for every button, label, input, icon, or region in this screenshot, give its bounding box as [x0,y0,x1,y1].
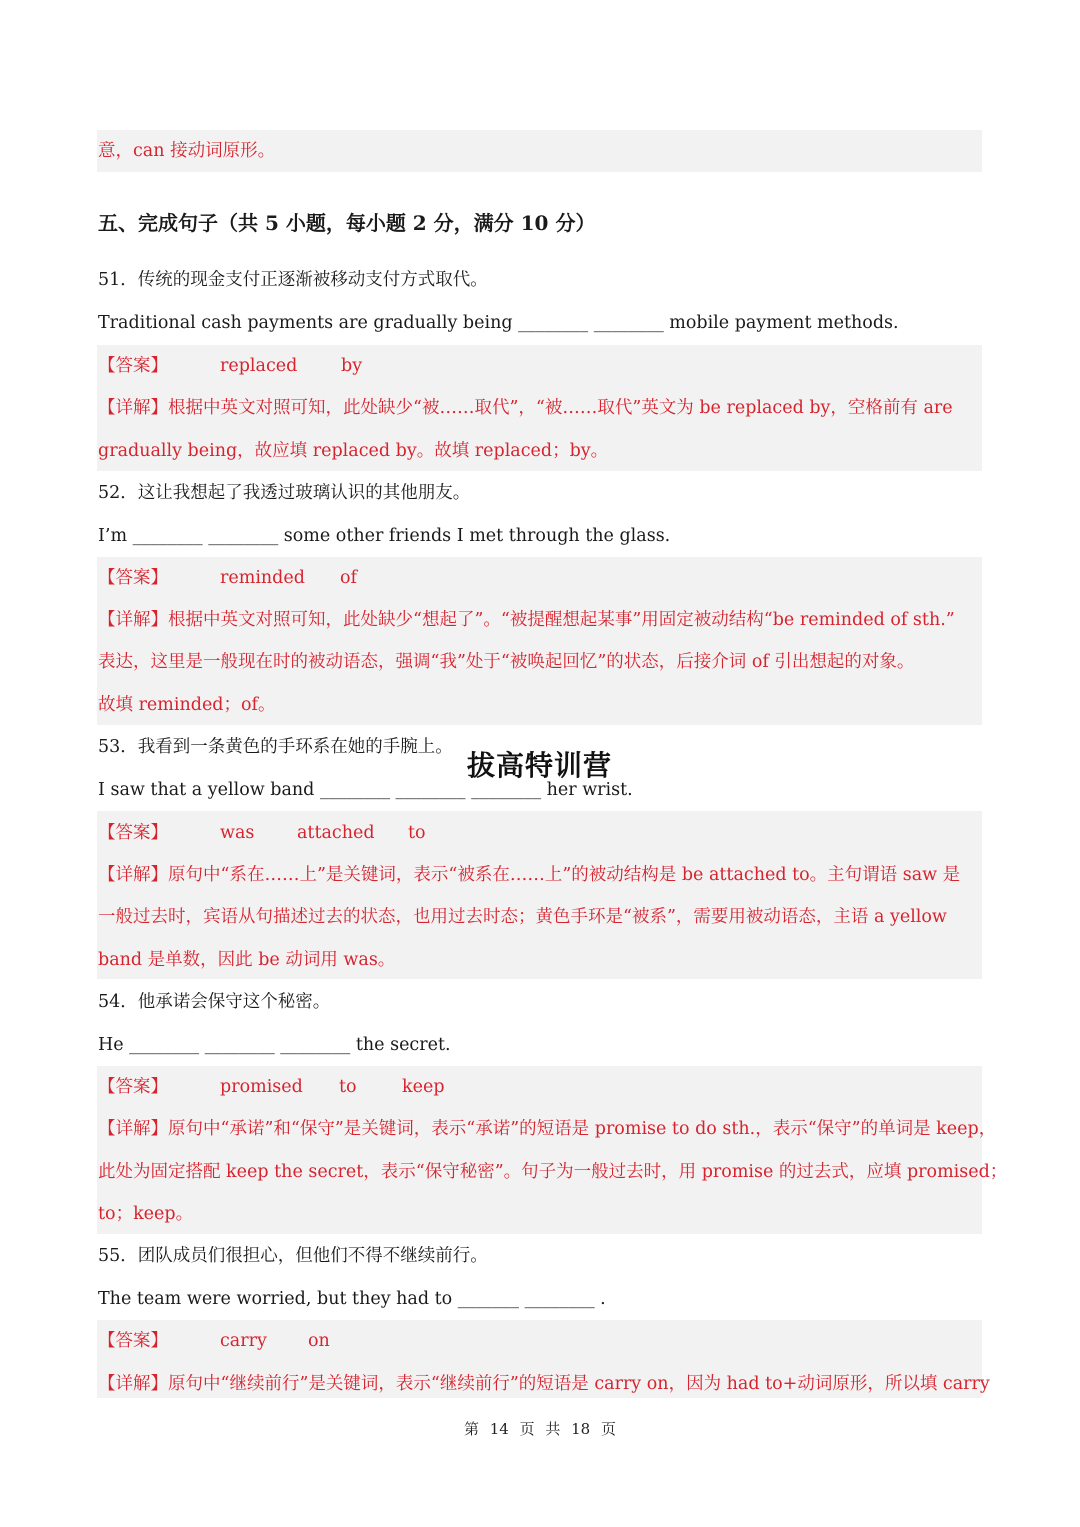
answer-word: carry [220,1331,267,1351]
answer-word: attached [297,823,375,843]
page-footer: 第 14 页 共 18 页 [463,1420,616,1438]
answer-word: to [339,1077,357,1097]
question-53-english: I saw that a yellow band ________ ________ ________ her wrist. [98,780,633,800]
explanation-52-line-1: 【详解】根据中英文对照可知，此处缺少“想起了”。“被提醒想起某事”用固定被动结构“be reminded of sth.” [98,610,955,630]
answer-word: replaced [220,356,298,376]
explanation-54-line-3: to；keep。 [98,1204,194,1224]
answer-word: of [340,568,358,588]
explanation-55-line-1: 【详解】原句中“继续前行”是关键词，表示“继续前行”的短语是 carry on，因为 had to+动词原形，所以填 carry [98,1374,990,1394]
answer-word: by [341,356,363,376]
answer-label: 【答案】 [98,1077,168,1097]
answer-55 [98,1329,330,1353]
explanation-54-line-1: 【详解】原句中“承诺”和“保守”是关键词，表示“承诺”的短语是 promise to do sth.，表示“保守”的单词是 keep， [98,1119,997,1139]
explanation-52-line-2: 表达，这里是一般现在时的被动语态，强调“我”处于“被唤起回忆”的状态，后接介词 of 引出想起的对象。 [98,652,915,672]
watermark: 拔高特训营 [467,749,613,782]
explanation-53-line-3: band 是单数，因此 be 动词用 was。 [98,950,396,970]
answer-51 [98,354,362,378]
explanation-52-line-3: 故填 reminded；of。 [98,695,276,715]
answer-label: 【答案】 [98,1331,168,1351]
explanation-tail: 意，can 接动词原形。 [98,141,276,161]
explanation-54-line-2: 此处为固定搭配 keep the secret，表示“保守秘密”。句子为一般过去时，用 promise 的过去式，应填 promised； [98,1162,1008,1182]
explanation-51-line-1: 【详解】根据中英文对照可知，此处缺少“被……取代”，“被……取代”英文为 be replaced by，空格前有 are [98,398,953,418]
explanation-53-line-1: 【详解】原句中“系在……上”是关键词，表示“被系在……上”的被动结构是 be attached to。主句谓语 saw 是 [98,865,961,885]
answer-word: reminded [220,568,305,588]
answer-label: 【答案】 [98,568,168,588]
question-55-chinese: 55．团队成员们很担心，但他们不得不继续前行。 [98,1246,488,1266]
explanation-51-line-2: gradually being，故应填 replaced by。故填 replaced；by。 [98,441,609,461]
question-52-english: I’m ________ ________ some other friends I met through the glass. [98,526,671,546]
answer-52 [98,566,357,590]
answer-label: 【答案】 [98,356,168,376]
answer-label: 【答案】 [98,823,168,843]
explanation-53-line-2: 一般过去时，宾语从句描述过去的状态，也用过去时态；黄色手环是“被系”，需要用被动语态，主语 a yellow [98,907,947,927]
question-55-english: The team were worried, but they had to _______ ________ . [98,1289,606,1309]
question-51-chinese: 51．传统的现金支付正逐渐被移动支付方式取代。 [98,270,488,290]
answer-word: to [408,823,426,843]
question-53-chinese: 53．我看到一条黄色的手环系在她的手腕上。 [98,737,453,757]
answer-word: promised [220,1077,303,1097]
question-54-english: He ________ ________ ________ the secret. [98,1035,451,1055]
question-54-chinese: 54．他承诺会保守这个秘密。 [98,992,331,1012]
answer-54 [98,1075,445,1099]
answer-word: was [220,823,255,843]
section-title: 五、完成句子（共 5 小题，每小题 2 分，满分 10 分） [98,211,596,235]
answer-word: on [308,1331,330,1351]
answer-53 [98,821,426,845]
question-51-english: Traditional cash payments are gradually being ________ ________ mobile payment methods. [98,313,899,333]
question-52-chinese: 52．这让我想起了我透过玻璃认识的其他朋友。 [98,483,471,503]
answer-word: keep [402,1077,445,1097]
